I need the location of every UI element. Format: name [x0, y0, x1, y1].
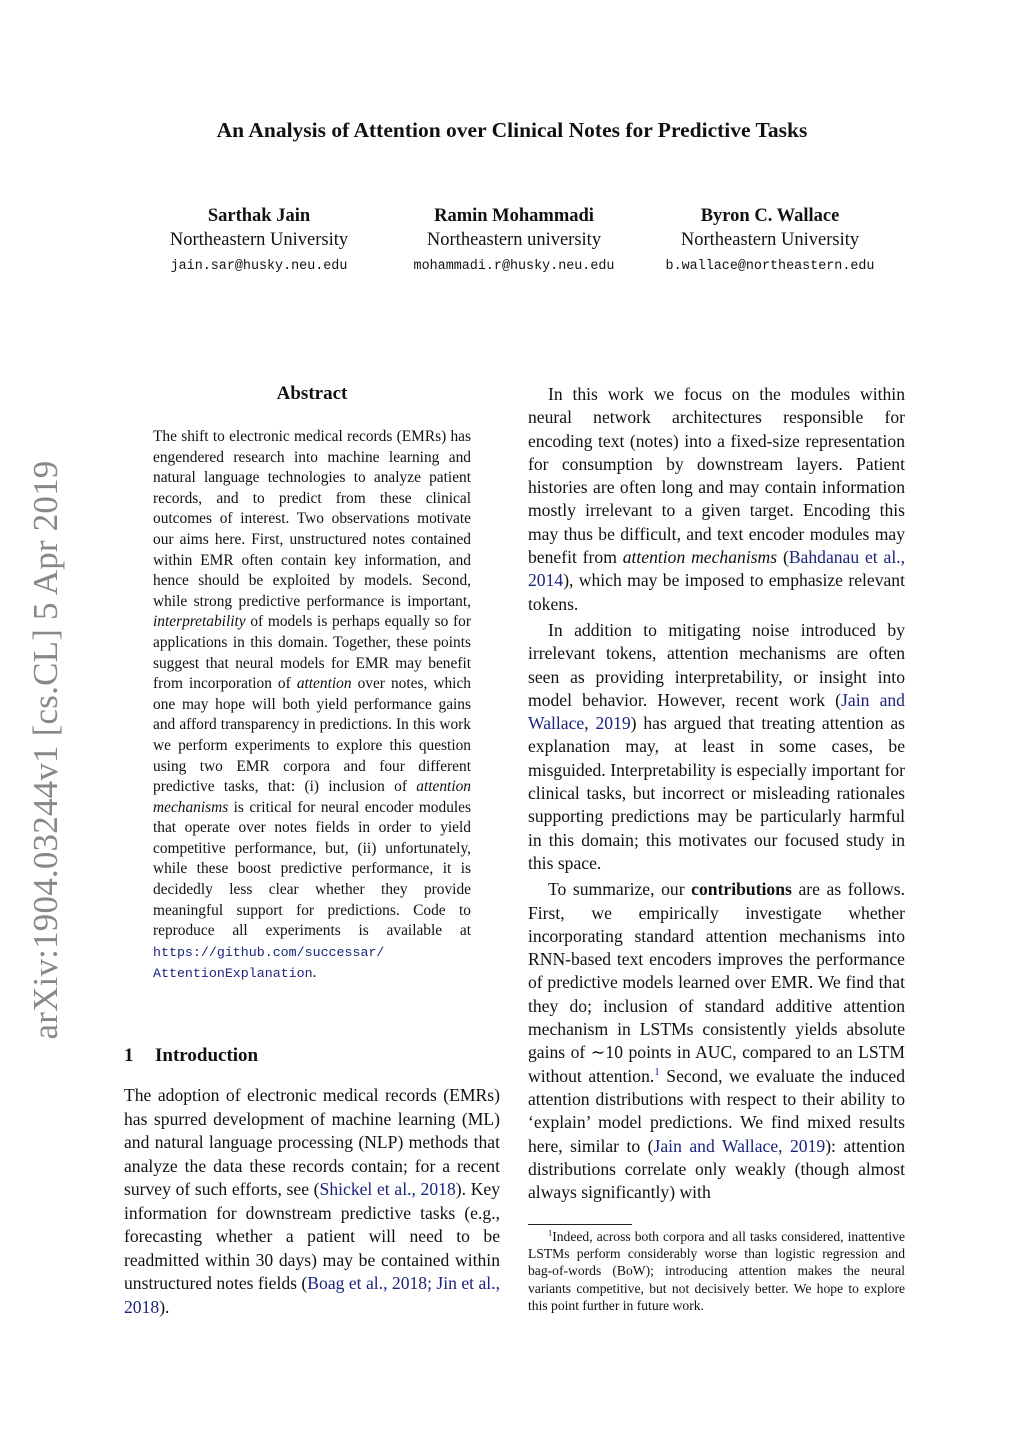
arxiv-identifier: arXiv:1904.03244v1 [cs.CL] 5 Apr 2019	[26, 460, 65, 1040]
body-text: In addition to mitigating noise introduced by irrelevant tokens, attention mechanisms are often seen as providing interpretability, or insight into model behavior. However, recent work (	[528, 619, 905, 710]
author-email: mohammadi.r@husky.neu.edu	[413, 259, 615, 274]
section-number: 1	[124, 1045, 134, 1066]
author-email: b.wallace@northeastern.edu	[665, 259, 875, 274]
code-url-link[interactable]: https://github.com/successar/	[153, 944, 385, 960]
paragraph	[528, 383, 905, 616]
author-affiliation: Northeastern University	[680, 230, 860, 250]
author-affiliation: Northeastern University	[169, 230, 349, 250]
section-heading	[124, 1045, 258, 1067]
code-url-link[interactable]: AttentionExplanation	[153, 966, 313, 982]
bold-text: contributions	[691, 879, 792, 900]
right-column	[528, 383, 905, 1207]
abstract-heading: Abstract	[276, 383, 348, 404]
author-affiliation: Northeastern university	[426, 230, 602, 250]
body-text: To summarize, our	[548, 879, 692, 900]
body-text: ,	[584, 713, 596, 734]
author-name: Byron C. Wallace	[700, 206, 840, 226]
body-text: ). Key information for downstream predictive tasks (e.g., forecasting whether a patient will need to be readmitted within 30 days) may be contained within unstructured notes fields (	[124, 1179, 501, 1293]
abstract-body	[153, 427, 471, 985]
citation-separator: ;	[427, 1273, 437, 1293]
author-name: Ramin Mohammadi	[434, 206, 594, 226]
arxiv-sidebar	[18, 460, 74, 1040]
citation-link[interactable]: 2019	[595, 713, 631, 734]
body-text: The adoption of electronic medical records (EMRs) has spurred development of machine learning (ML) and natural language processing (NLP) methods that analyze the data these records contain; for a recent survey of such efforts, see (	[124, 1085, 500, 1199]
paragraph	[528, 619, 905, 875]
footnote-text: Indeed, across both corpora and all tasks considered, inattentive LSTMs perform considerably worse than logistic regression and bag-of-words (BoW); introducing attention makes the neural variants competitive, but not decisively better. We hope to explore this point further in future work.	[528, 1229, 905, 1313]
citation-link[interactable]: Boag et al., 2018	[307, 1273, 428, 1293]
paper-title: An Analysis of Attention over Clinical Notes for Predictive Tasks	[216, 118, 808, 142]
abstract-text: The shift to electronic medical records (EMRs) has engendered research into machine learning and natural language technologies to analyze patient records, and to predict from these clinical outcomes of interest. Two observations motivate our aims here. First, unstructured notes contained within EMR often contain key information, and hence should be exploited by models. Second, while strong predictive performance is important,	[153, 428, 471, 610]
author-email: jain.sar@husky.neu.edu	[170, 259, 348, 274]
abstract-emphasis: attention mechanisms	[153, 778, 471, 816]
abstract-text: is critical for neural encoder modules that operate over notes fields in order to yield competitive performance, but, (ii) unfortunately, while these boost predictive performance, it is decidedly less clear whether they provide meaningful support for predictions. Code to reproduce all experiments is available at	[153, 798, 471, 940]
intro-paragraph	[124, 1084, 500, 1319]
abstract-text: .	[312, 964, 317, 982]
abstract-text: of models is perhaps equally so for applications in this domain. Together, these points suggest that neural models for EMR may benefit from incorporation of	[153, 613, 471, 693]
body-text: ).	[159, 1296, 170, 1317]
body-text: ): attention distributions correlate only weakly (though almost always significantly) with	[528, 1135, 905, 1203]
abstract-emphasis: attention	[296, 675, 352, 693]
body-text: ), which may be imposed to emphasize relevant tokens.	[528, 570, 905, 614]
footnote-marker[interactable]: 1	[654, 1065, 660, 1078]
emphasis: attention mechanisms	[622, 547, 778, 568]
citation-link[interactable]: Bahdanau et al., 2014	[528, 547, 906, 591]
footnote-rule	[528, 1224, 632, 1225]
author-name: Sarthak Jain	[207, 206, 311, 226]
section-title: Introduction	[155, 1045, 259, 1066]
footnote-number: 1	[548, 1227, 553, 1238]
citation-link[interactable]: Jain and Wallace, 2019	[653, 1135, 826, 1156]
footnote	[528, 1228, 905, 1314]
body-text: ) has argued that treating attention as explanation may, at least in some cases, be misguided. Interpretability is especially important for clinical tasks, but incorrect or misleading rationales supporting predictions may be particularly harmful in this domain; this motivates our focused study in this space.	[528, 713, 906, 873]
author-block-3	[640, 204, 900, 274]
paragraph	[528, 878, 905, 1204]
body-text: In this work we focus on the modules within neural network architectures responsible for encoding text (notes) into a fixed-size representation for consumption by downstream layers. Patient histories are often long and may contain information mostly irrelevant to a given target. Encoding this may thus be difficult, and text encoder modules may benefit from	[528, 384, 905, 568]
citation-link[interactable]: Jin et al., 2018	[124, 1273, 500, 1317]
citation-link[interactable]: Jain and Wallace	[528, 689, 905, 734]
body-text: are as follows. First, we empirically investigate whether incorporating standard attention mechanisms into RNN-based text encoders improves the performance of predictive models learned over EMR. We find that they do; inclusion of standard additive attention mechanism in LSTMs consistently yields absolute gains of ∼10 points in AUC, compared to an LSTM without attention.	[528, 879, 905, 1086]
body-text: Second, we evaluate the induced attention distributions with respect to their ability to ‘explain’ model predictions. We find mixed results here, similar to (	[528, 1065, 905, 1156]
abstract-emphasis: interpretability	[153, 613, 246, 631]
citation-link[interactable]: Shickel et al., 2018	[319, 1179, 456, 1199]
author-block-1	[129, 204, 389, 274]
body-text: (	[777, 547, 789, 568]
author-block-2	[384, 204, 644, 274]
abstract-text: over notes, which one may hope will both yield performance gains and afford transparency in predictions. In this work we perform experiments to explore this question using two EMR corpora and four different predictive tasks, that: (i) inclusion of	[153, 675, 471, 796]
